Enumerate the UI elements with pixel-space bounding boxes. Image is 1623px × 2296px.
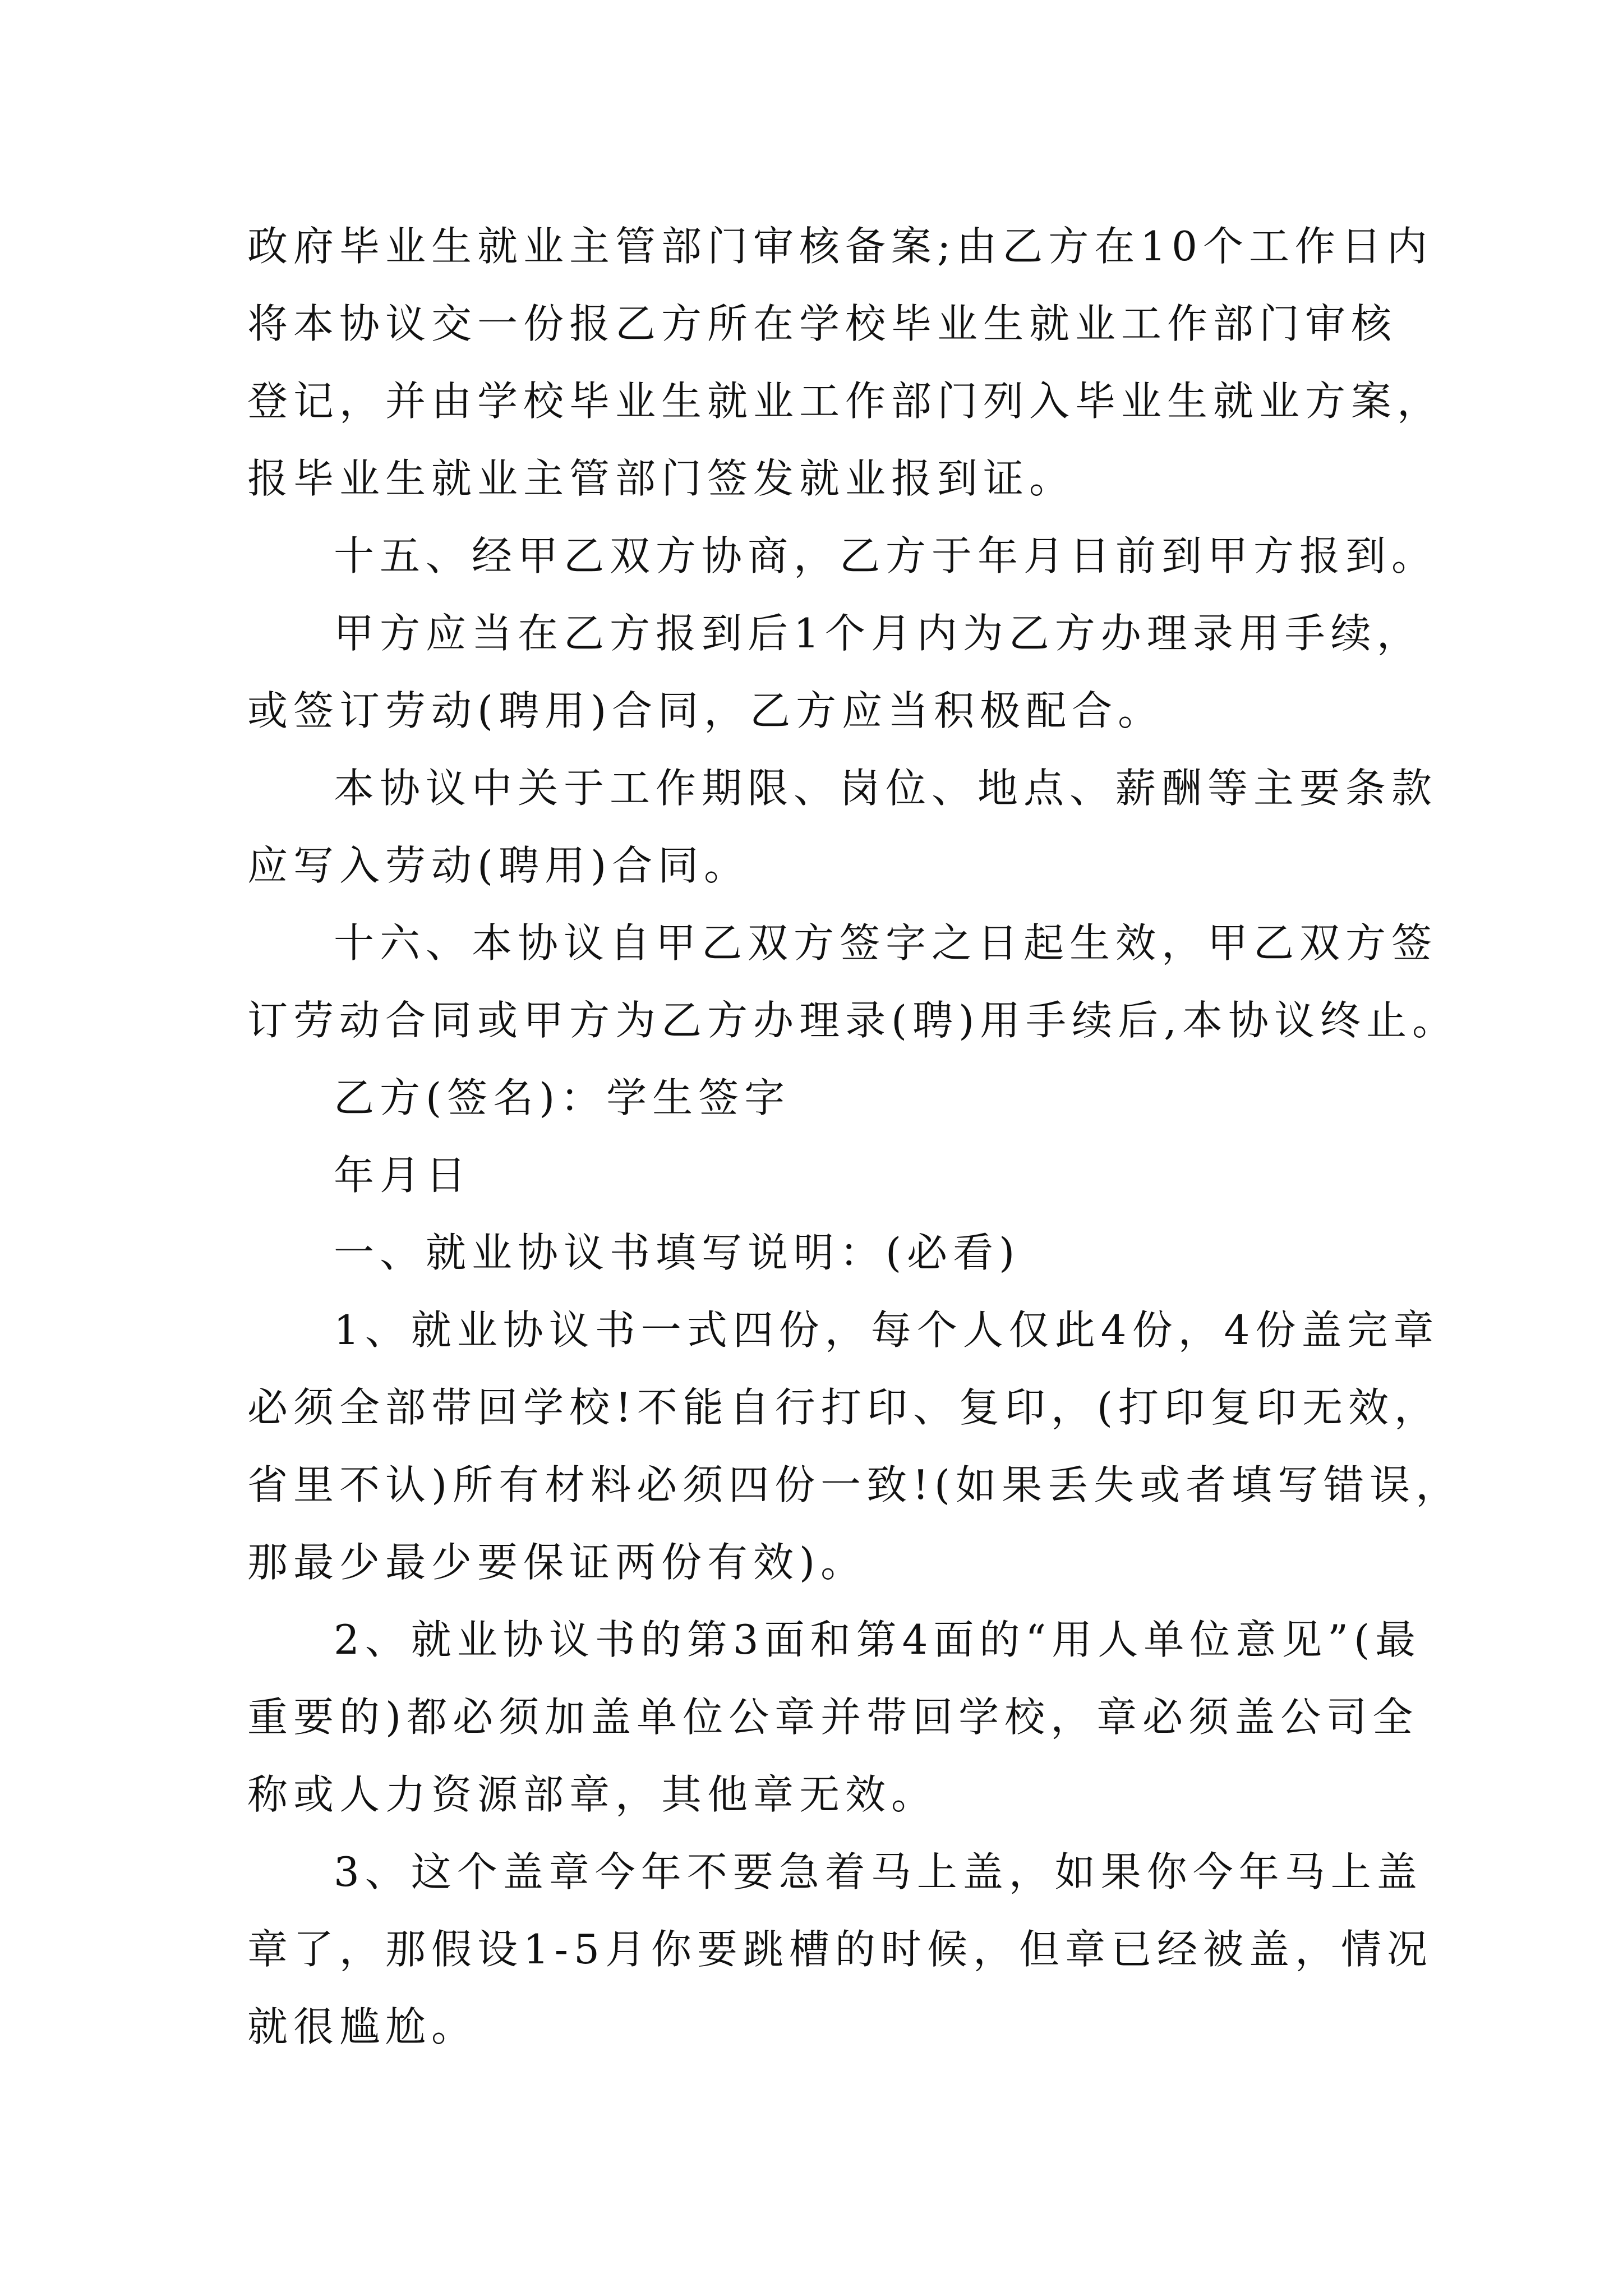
paragraph-start-line: 1、就业协议书一式四份，每个人仅此4份，4份盖完章 (334, 1306, 1440, 1354)
text-line: 重要的)都必须加盖单位公章并带回学校，章必须盖公司全 (247, 1694, 1419, 1741)
text-line: 必须全部带回学校!不能自行打印、复印，(打印复印无效， (247, 1384, 1441, 1431)
text-line: 称或人力资源部章，其他章无效。 (247, 1771, 938, 1818)
paragraph-start-line: 3、这个盖章今年不要急着马上盖，如果你今年马上盖 (334, 1848, 1423, 1895)
paragraph-start-line: 2、就业协议书的第3面和第4面的“用人单位意见”(最 (334, 1616, 1422, 1663)
text-line: 或签订劳动(聘用)合同，乙方应当积极配合。 (247, 687, 1164, 734)
text-line: 登记，并由学校毕业生就业工作部门列入毕业生就业方案， (247, 378, 1444, 425)
text-line: 省里不认)所有材料必须四份一致!(如果丢失或者填写错误， (247, 1461, 1462, 1508)
document-body (247, 208, 1462, 2065)
text-line: 章了，那假设1-5月你要跳槽的时候，但章已经被盖，情况 (247, 1926, 1433, 1973)
date-line: 年月日 (334, 1152, 472, 1199)
paragraph-start-line: 本协议中关于工作期限、岗位、地点、薪酬等主要条款 (334, 765, 1438, 812)
text-line: 那最少最少要保证两份有效)。 (247, 1539, 867, 1586)
text-line: 应写入劳动(聘用)合同。 (247, 842, 750, 889)
text-line: 将本协议交一份报乙方所在学校毕业生就业工作部门审核 (247, 300, 1398, 347)
text-line: 报毕业生就业主管部门签发就业报到证。 (247, 455, 1076, 502)
section-heading: 一、就业协议书填写说明：(必看) (334, 1229, 1021, 1276)
text-line: 政府毕业生就业主管部门审核备案;由乙方在10个工作日内 (247, 223, 1433, 270)
paragraph-start-line: 甲方应当在乙方报到后1个月内为乙方办理录用手续， (334, 610, 1423, 657)
paragraph-start-line: 十六、本协议自甲乙双方签字之日起生效，甲乙双方签 (334, 919, 1438, 967)
signature-line: 乙方(签名)：学生签字 (334, 1074, 791, 1121)
text-line: 就很尴尬。 (247, 2003, 478, 2050)
text-line: 订劳动合同或甲方为乙方办理录(聘)用手续后,本协议终止。 (247, 997, 1459, 1044)
paragraph-start-line: 十五、经甲乙双方协商，乙方于年月日前到甲方报到。 (334, 532, 1438, 579)
